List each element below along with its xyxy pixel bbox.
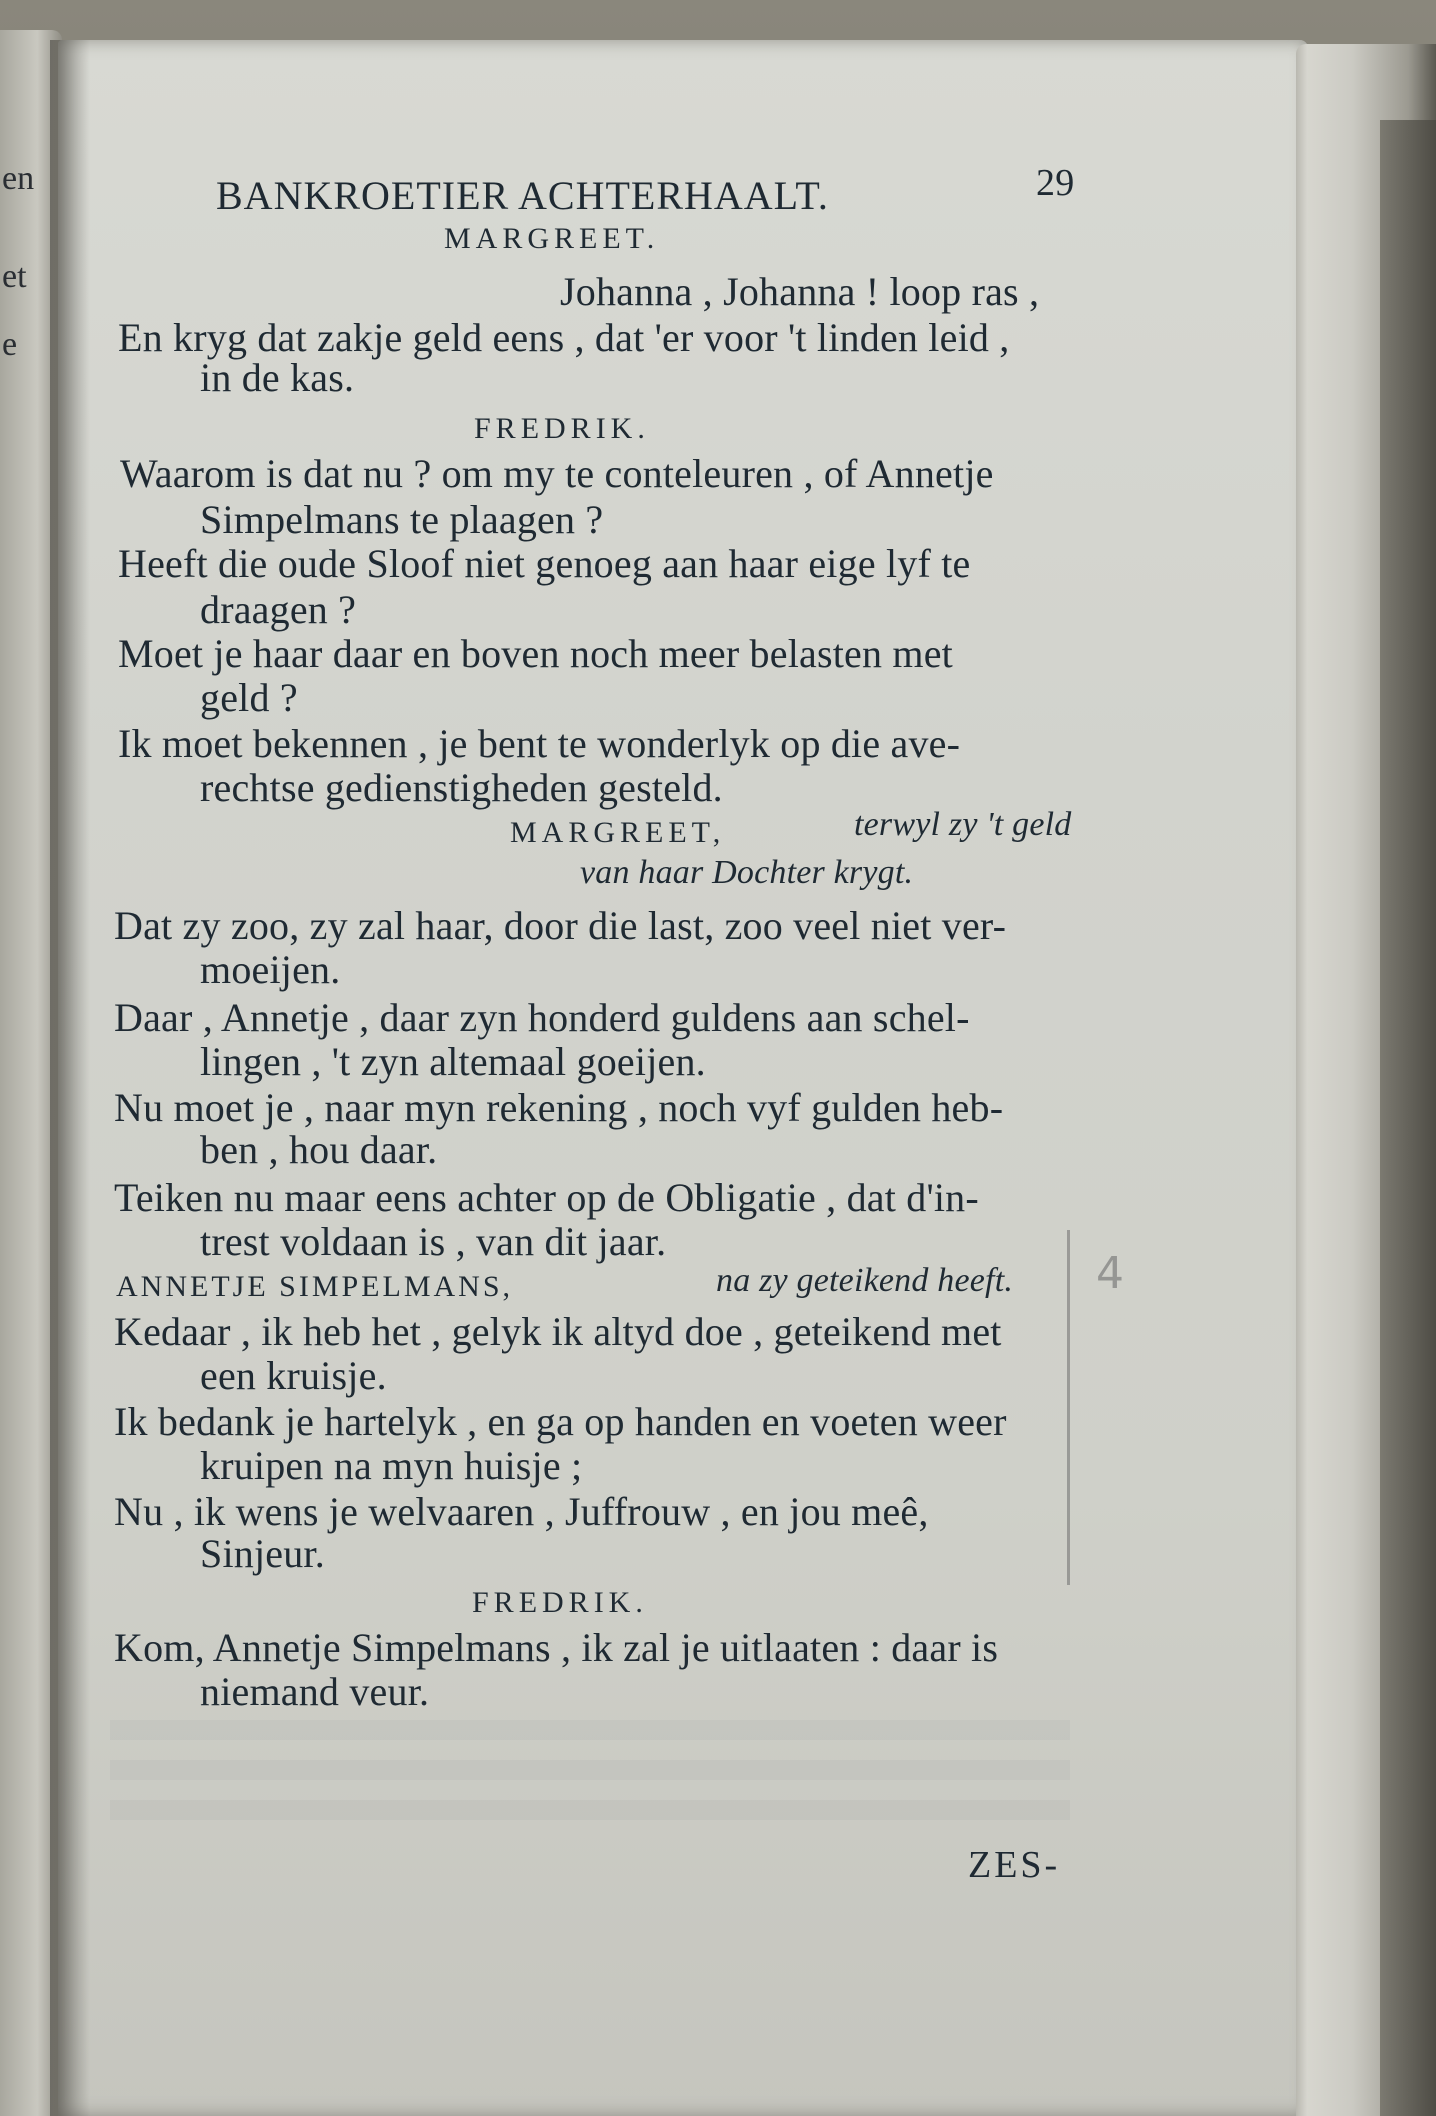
verse-line: Waarom is dat nu ? om my te conteleuren , of Annetje bbox=[120, 451, 994, 496]
verse-line: Dat zy zoo, zy zal haar, door die last, zoo veel niet ver- bbox=[114, 903, 1007, 948]
verse-line: Ik bedank je hartelyk , en ga op handen en voeten weer bbox=[114, 1399, 1007, 1444]
stage-direction: na zy geteikend heeft. bbox=[716, 1262, 1014, 1299]
verse-line: Nu moet je , naar myn rekening , noch vyf gulden heb- bbox=[114, 1085, 1004, 1130]
facing-page-fragment: en bbox=[2, 160, 35, 197]
verse-line: Ik moet bekennen , je bent te wonderlyk op die ave- bbox=[118, 721, 961, 766]
pencil-margin-line bbox=[1067, 1230, 1070, 1585]
verse-line: lingen , 't zyn altemaal goeijen. bbox=[200, 1039, 706, 1084]
verse-line: Kom, Annetje Simpelmans , ik zal je uitlaaten : daar is bbox=[114, 1625, 999, 1670]
speaker-name: FREDRIK. bbox=[474, 412, 650, 445]
verse-line: Simpelmans te plaagen ? bbox=[200, 497, 604, 542]
verse-line: Sinjeur. bbox=[200, 1531, 325, 1576]
verse-line: trest voldaan is , van dit jaar. bbox=[200, 1219, 667, 1264]
verse-line: een kruisje. bbox=[200, 1353, 387, 1398]
book-cover-edge bbox=[1380, 120, 1436, 2116]
page-number: 29 bbox=[1036, 162, 1075, 204]
verse-line: Daar , Annetje , daar zyn honderd guldens aan schel- bbox=[114, 995, 970, 1040]
stage-direction: van haar Dochter krygt. bbox=[580, 854, 914, 891]
speaker-name: MARGREET. bbox=[444, 222, 660, 255]
facing-page-fragment: e bbox=[2, 326, 18, 363]
verse-line: Johanna , Johanna ! loop ras , bbox=[560, 269, 1040, 314]
verse-line: geld ? bbox=[200, 675, 298, 720]
speaker-name: FREDRIK. bbox=[472, 1586, 648, 1619]
page-text bbox=[58, 40, 1308, 2116]
verse-line: moeijen. bbox=[200, 947, 341, 992]
verse-line: En kryg dat zakje geld eens , dat 'er voor 't linden leid , bbox=[118, 315, 1010, 360]
catchword: ZES- bbox=[968, 1844, 1061, 1886]
verse-line: ben , hou daar. bbox=[200, 1127, 438, 1172]
pencil-annotation: 4 bbox=[1096, 1248, 1124, 1299]
verse-line: Nu , ik wens je welvaaren , Juffrouw , en jou meê, bbox=[114, 1489, 929, 1534]
verse-line: draagen ? bbox=[200, 587, 357, 632]
verse-line: Kedaar , ik heb het , gelyk ik altyd doe , geteikend met bbox=[114, 1309, 1002, 1354]
verse-line: Teiken nu maar eens achter op de Obligatie , dat d'in- bbox=[114, 1175, 979, 1220]
running-title: BANKROETIER ACHTERHAALT. bbox=[216, 173, 829, 218]
speaker-name: ANNETJE SIMPELMANS, bbox=[116, 1270, 514, 1303]
verse-line: Heeft die oude Sloof niet genoeg aan haar eige lyf te bbox=[118, 541, 971, 586]
facing-page-fragment: et bbox=[2, 258, 27, 295]
verse-line: niemand veur. bbox=[200, 1669, 430, 1714]
verse-line: rechtse gedienstigheden gesteld. bbox=[200, 765, 723, 810]
verse-line: Moet je haar daar en boven noch meer belasten met bbox=[118, 631, 953, 676]
verse-line: in de kas. bbox=[200, 355, 355, 400]
verse-line: kruipen na myn huisje ; bbox=[200, 1443, 583, 1488]
speaker-name: MARGREET, bbox=[510, 816, 726, 849]
stage-direction: terwyl zy 't geld bbox=[854, 806, 1072, 843]
